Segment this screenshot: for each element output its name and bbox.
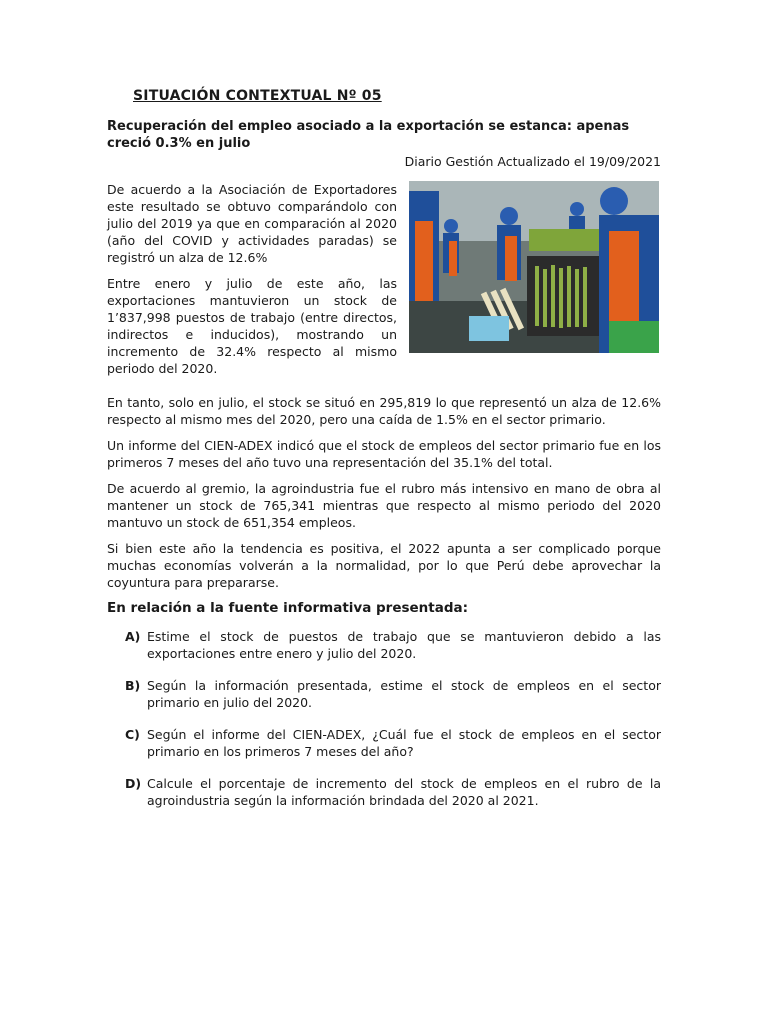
article-headline: Recuperación del empleo asociado a la exportación se estanca: apenas creció 0.3% en julio (107, 119, 630, 151)
article-source: Diario Gestión Actualizado el 19/09/2021 (404, 154, 661, 169)
question-label: D) (125, 776, 142, 791)
question-text: Estime el stock de puestos de trabajo que se mantuvieron debido a las exportaciones entre enero y julio del 2020. (147, 629, 661, 661)
question-text: Según el informe del CIEN-ADEX, ¿Cuál fue el stock de empleos en el sector primario en los primeros 7 meses del año? (147, 727, 661, 759)
document-page (107, 88, 661, 824)
question-label: C) (125, 727, 140, 742)
page-title: SITUACIÓN CONTEXTUAL Nº 05 (133, 88, 382, 104)
question-item (125, 775, 661, 809)
intro-text (107, 181, 397, 386)
paragraph: En tanto, solo en julio, el stock se situó en 295,819 lo que representó un alza de 12.6% respecto al mismo mes del 2020, pero una caída de 1.5% en el sector primario. (107, 395, 661, 427)
question-text: Calcule el porcentaje de incremento del stock de empleos en el rubro de la agroindustria según la información brindada del 2020 al 2021. (147, 776, 661, 808)
paragraph: De acuerdo al gremio, la agroindustria fue el rubro más intensivo en mano de obra al mantener un stock de 765,341 mientras que respecto al mismo periodo del 2020 mantuvo un stock de 651,354 empleos. (107, 481, 661, 530)
paragraph: Si bien este año la tendencia es positiva, el 2022 apunta a ser complicado porque muchas economías volverán a la normalidad, por lo que Perú debe aprovechar la coyuntura para prepararse. (107, 541, 661, 590)
paragraph: De acuerdo a la Asociación de Exportadores este resultado se obtuvo comparándolo con julio del 2019 ya que en comparación al 2020 (año del COVID y actividades paradas) se registró un alza de 12.6% (107, 182, 397, 265)
question-item (125, 628, 661, 662)
question-label: A) (125, 629, 141, 644)
question-text: Según la información presentada, estime el stock de empleos en el sector primario en julio del 2020. (147, 678, 661, 710)
paragraph: Entre enero y julio de este año, las exportaciones mantuvieron un stock de 1’837,998 puestos de trabajo (entre directos, indirectos e inducidos), mostrando un incremento de 32.4% respecto al mismo periodo del 2020. (107, 276, 397, 376)
question-item (125, 677, 661, 711)
question-item (125, 726, 661, 760)
question-intro: En relación a la fuente informativa presentada: (107, 600, 469, 616)
intro-section (107, 181, 661, 386)
paragraph: Un informe del CIEN-ADEX indicó que el stock de empleos del sector primario fue en los primeros 7 meses del año tuvo una representación del 35.1% del total. (107, 438, 661, 470)
workers-photo (409, 181, 659, 353)
asparagus-workers-illustration (409, 181, 659, 353)
question-label: B) (125, 678, 141, 693)
